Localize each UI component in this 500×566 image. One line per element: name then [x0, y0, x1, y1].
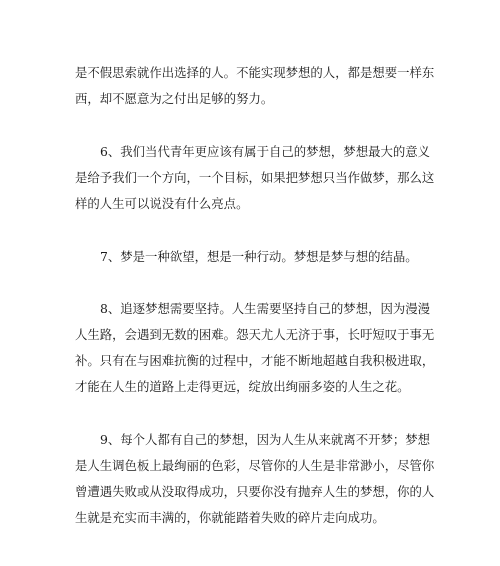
paragraph-9 — [75, 427, 435, 531]
paragraph-8 — [75, 296, 435, 400]
text-line: 曾遭遇失败或从没取得成功，只要你没有抛弃人生的梦想，你的人 — [75, 484, 435, 499]
text-line: 补。只有在与困难抗衡的过程中，才能不断地超越自我积极进取， — [75, 353, 435, 368]
text-line: 是给予我们一个方向，一个目标，如果把梦想只当作做梦，那么这 — [75, 170, 435, 185]
text-line: 西，却不愿意为之付出足够的努力。 — [75, 91, 274, 106]
text-line: 是人生调色板上最绚丽的色彩，尽管你的人生是非常渺小，尽管你 — [75, 458, 435, 473]
paragraph-7 — [75, 244, 435, 270]
text-line: 8、追逐梦想需要坚持。人生需要坚持自己的梦想，因为漫漫 — [100, 301, 431, 316]
paragraph-5-continuation — [75, 60, 435, 112]
paragraph-6 — [75, 139, 435, 217]
text-line: 才能在人生的道路上走得更远，绽放出绚丽多姿的人生之花。 — [75, 379, 410, 394]
text-line: 生就是充实而丰满的，你就能踏着失败的碎片走向成功。 — [75, 510, 385, 525]
text-line: 是不假思索就作出选择的人。不能实现梦想的人，都是想要一样东 — [75, 65, 435, 80]
text-line: 人生路，会遇到无数的困难。怨天尤人无济于事，长吁短叹于事无 — [75, 327, 435, 342]
text-line: 7、梦是一种欲望，想是一种行动。梦想是梦与想的结晶。 — [100, 249, 418, 264]
text-line: 9、每个人都有自己的梦想，因为人生从来就离不开梦；梦想 — [100, 432, 431, 447]
text-line: 样的人生可以说没有什么亮点。 — [75, 196, 249, 211]
text-line: 6、我们当代青年更应该有属于自己的梦想，梦想最大的意义 — [100, 144, 431, 159]
